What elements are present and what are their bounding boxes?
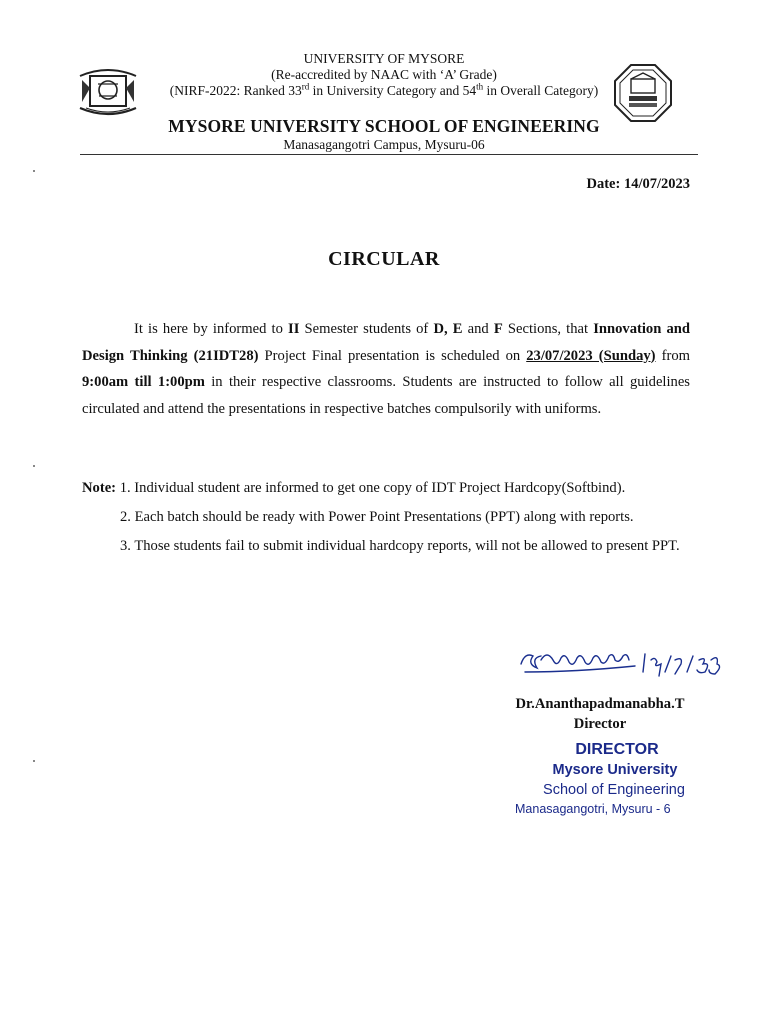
margin-mark xyxy=(33,170,35,172)
margin-mark xyxy=(33,760,35,762)
note-item-1: Note: 1. Individual student are informed to get one copy of IDT Project Hardcopy(Softbind). xyxy=(82,480,626,496)
director-name: Dr.Ananthapadmanabha.T xyxy=(515,696,685,712)
note-label: Note: xyxy=(82,480,117,496)
school-name: MYSORE UNIVERSITY SCHOOL OF ENGINEERING xyxy=(168,116,600,136)
accreditation-line: (Re-accredited by NAAC with ‘A’ Grade) xyxy=(271,67,497,82)
nirf-ranking-line: (NIRF-2022: Ranked 33rd in University Category and 54th in Overall Category) xyxy=(169,81,599,98)
stamp-director: DIRECTOR xyxy=(575,741,659,758)
circular-date: Date: 14/07/2023 xyxy=(586,176,690,192)
note-item-3: 3. Those students fail to submit individual hardcopy reports, will not be allowed to present PPT. xyxy=(120,538,680,554)
margin-mark xyxy=(33,465,35,467)
note-item-2: 2. Each batch should be ready with Power Point Presentations (PPT) along with reports. xyxy=(120,509,634,525)
director-designation: Director xyxy=(573,716,627,732)
campus-address: Manasagangotri Campus, Mysuru-06 xyxy=(283,137,485,152)
university-name: UNIVERSITY OF MYSORE xyxy=(303,51,465,66)
stamp-location: Manasagangotri, Mysuru - 6 xyxy=(515,802,671,816)
director-signature xyxy=(515,642,755,692)
circular-body: It is here by informed to II Semester students of D, E and F Sections, that Innovation and Design Thinking (21IDT28) Project Final presentation is scheduled on 23/07/2023 (Sunday) from 9:00am till 1:00pm in their respective classrooms. Students are instructed to follow all guidelines circulated and attend the presentations in respective batches compulsorily with uniforms. xyxy=(82,321,690,417)
stamp-school: School of Engineering xyxy=(543,782,685,798)
header-divider xyxy=(80,154,698,155)
circular-title: CIRCULAR xyxy=(328,248,440,270)
stamp-university: Mysore University xyxy=(552,762,678,778)
